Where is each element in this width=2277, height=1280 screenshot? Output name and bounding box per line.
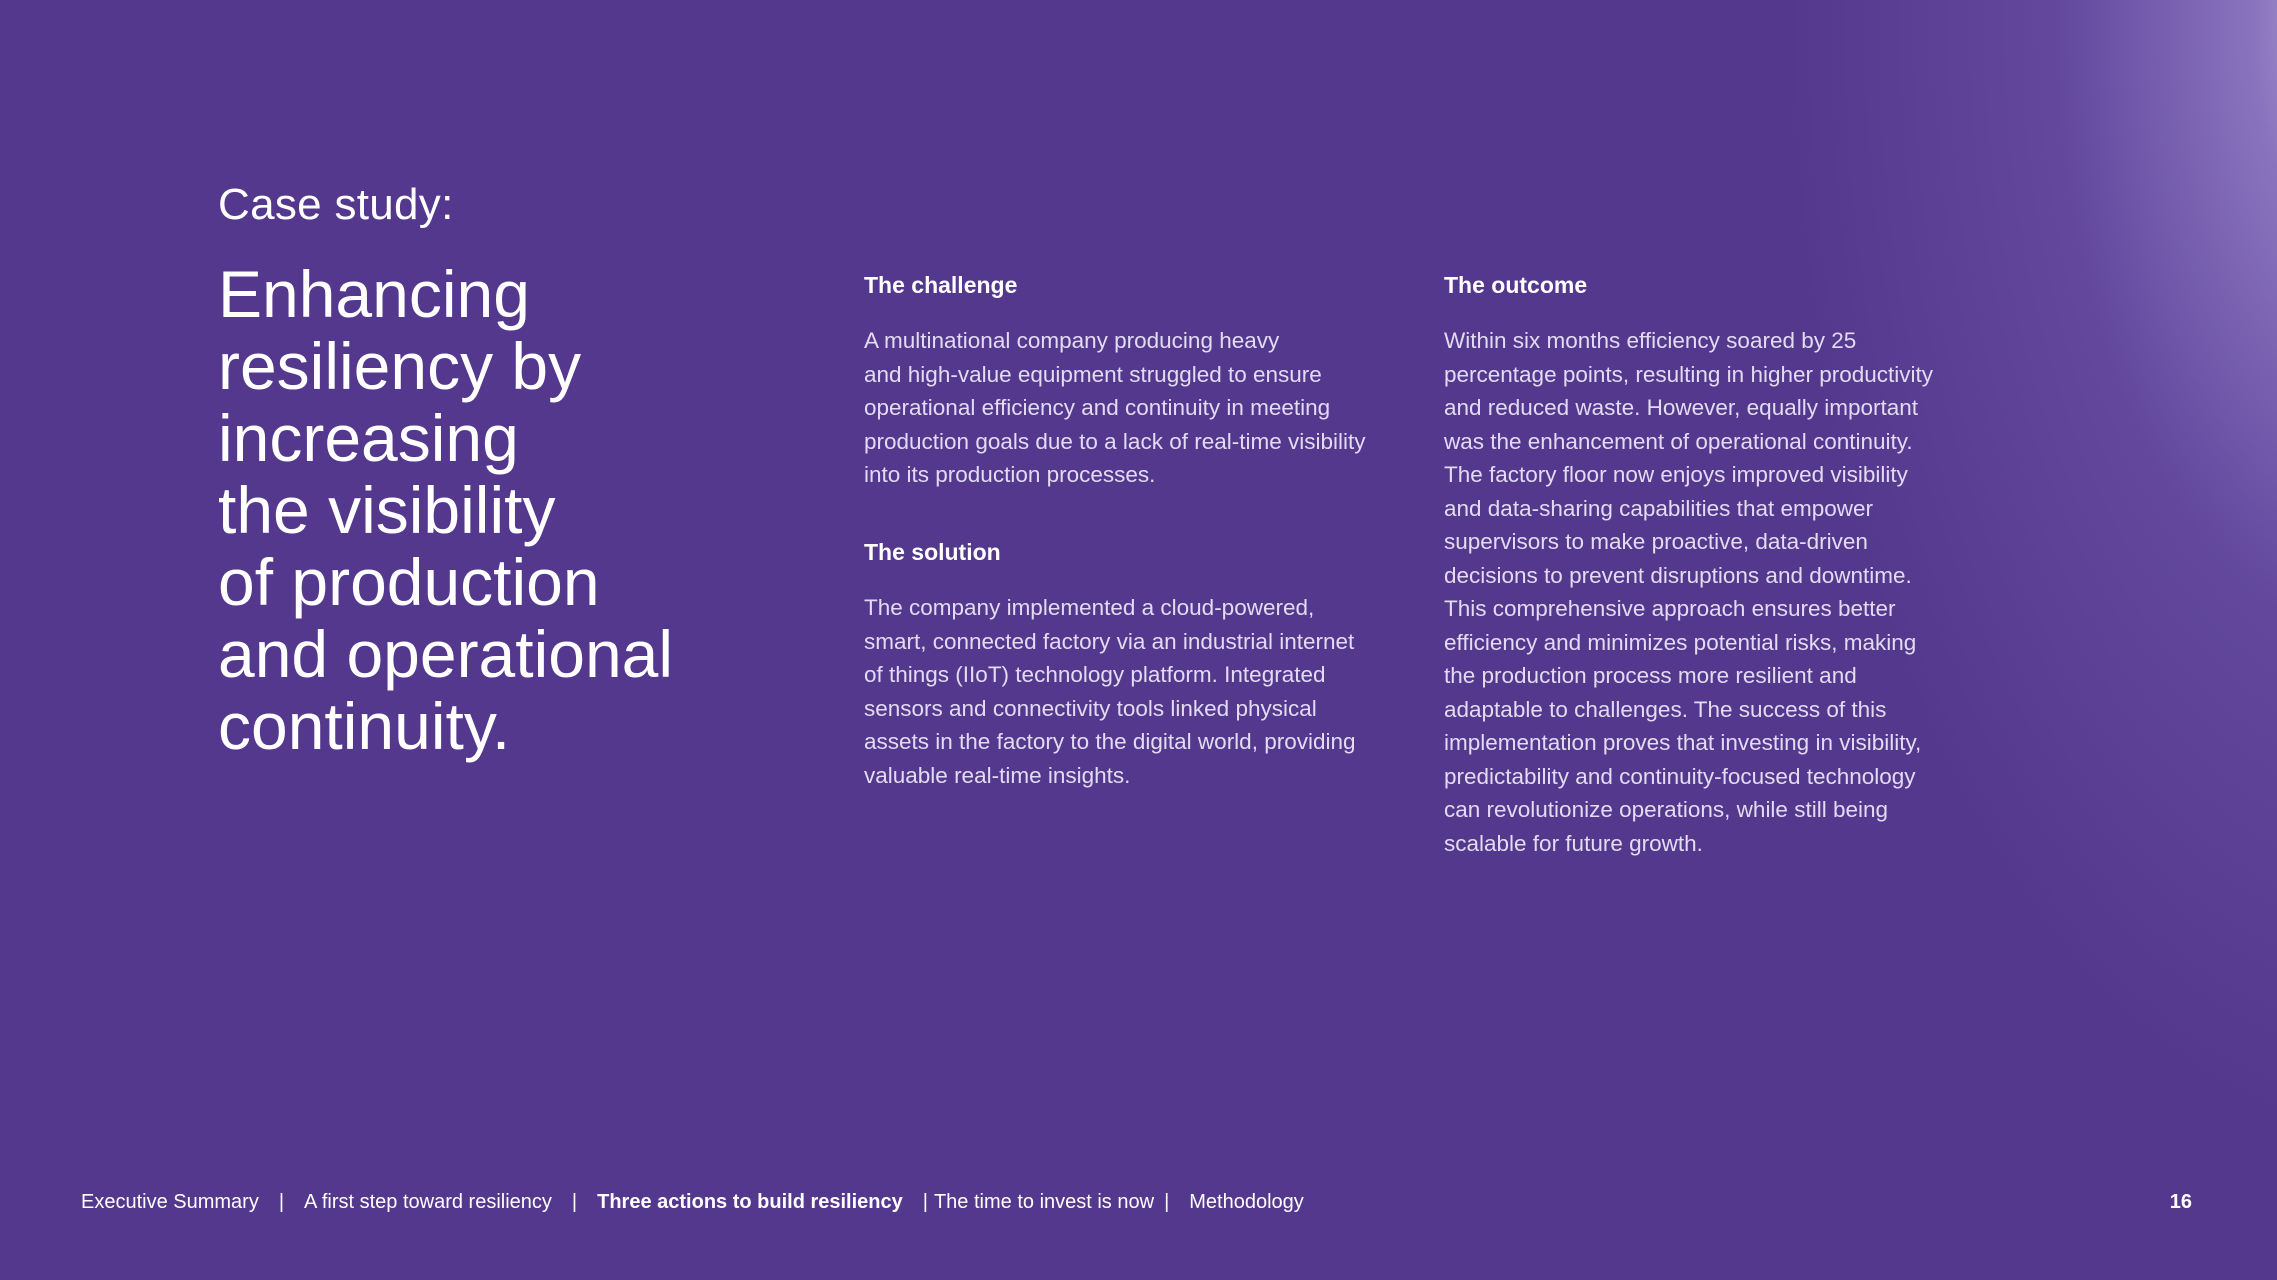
text-line: assets in the factory to the digital world, providing xyxy=(864,729,1356,754)
outcome-heading: The outcome xyxy=(1444,272,1588,298)
text-line: and high-value equipment struggled to ensure xyxy=(864,361,1322,387)
text-line: supervisors to make proactive, data-driven xyxy=(1444,529,1868,554)
text-line: implementation proves that investing in visibility, xyxy=(1444,730,1922,755)
text-line: adaptable to challenges. The success of this xyxy=(1444,696,1887,722)
outcome-section xyxy=(1444,270,1984,860)
text-line: was the enhancement of operational continuity. xyxy=(1444,428,1913,454)
footer-link-methodology[interactable]: Methodology xyxy=(1189,1191,1304,1213)
solution-section xyxy=(864,537,1404,792)
text-line: decisions to prevent disruptions and downtime. xyxy=(1444,562,1912,588)
text-line: sensors and connectivity tools linked physical xyxy=(864,695,1317,721)
headline-line: of production xyxy=(218,545,600,619)
footer-separator: | xyxy=(922,1191,928,1213)
challenge-section xyxy=(864,270,1404,492)
text-line: can revolutionize operations, while still being xyxy=(1444,797,1889,822)
solution-body xyxy=(864,591,1404,792)
footer-link-time-to-invest[interactable]: The time to invest is now xyxy=(933,1191,1155,1213)
solution-heading: The solution xyxy=(864,539,1001,565)
headline-line: and operational xyxy=(218,617,674,691)
outcome-body xyxy=(1444,324,1984,860)
headline-line: Enhancing xyxy=(218,257,530,331)
headline-line: continuity. xyxy=(218,689,511,763)
text-line: The factory floor now enjoys improved visibility xyxy=(1444,462,1908,487)
footer-separator: | xyxy=(1164,1191,1170,1213)
text-line: A multinational company producing heavy xyxy=(864,328,1280,353)
footer-nav xyxy=(81,1188,1304,1216)
text-line: operational efficiency and continuity in meeting xyxy=(864,395,1331,420)
text-line: and reduced waste. However, equally important xyxy=(1444,395,1919,420)
text-line: smart, connected factory via an industrial internet xyxy=(864,628,1355,654)
text-line: percentage points, resulting in higher productivity xyxy=(1444,361,1934,387)
footer-link-executive-summary[interactable]: Executive Summary xyxy=(81,1191,259,1213)
challenge-heading: The challenge xyxy=(864,272,1018,298)
page-number: 16 xyxy=(2169,1191,2192,1213)
text-line: This comprehensive approach ensures better xyxy=(1444,596,1896,621)
text-line: predictability and continuity-focused technology xyxy=(1444,763,1916,789)
headline-line: increasing xyxy=(218,401,519,475)
headline-line: resiliency by xyxy=(218,329,582,403)
text-line: production goals due to a lack of real-time visibility xyxy=(864,428,1366,454)
headline xyxy=(218,258,778,762)
headline-line: the visibility xyxy=(218,473,556,547)
footer-separator: | xyxy=(278,1191,285,1213)
text-line: into its production processes. xyxy=(864,462,1156,487)
text-line: the production process more resilient and xyxy=(1444,663,1857,688)
footer-separator: | xyxy=(571,1191,578,1213)
text-line: of things (IIoT) technology platform. Integrated xyxy=(864,662,1326,687)
text-line: Within six months efficiency soared by 25 xyxy=(1444,328,1857,353)
text-line: The company implemented a cloud-powered, xyxy=(864,595,1315,620)
text-line: efficiency and minimizes potential risks, making xyxy=(1444,629,1917,655)
footer-link-three-actions[interactable]: Three actions to build resiliency xyxy=(597,1191,903,1213)
text-line: valuable real-time insights. xyxy=(864,762,1131,788)
text-line: and data-sharing capabilities that empower xyxy=(1444,495,1874,521)
text-line: scalable for future growth. xyxy=(1444,830,1703,856)
footer-link-first-step[interactable]: A first step toward resiliency xyxy=(304,1191,552,1213)
challenge-body xyxy=(864,324,1404,492)
kicker: Case study: xyxy=(218,180,454,229)
